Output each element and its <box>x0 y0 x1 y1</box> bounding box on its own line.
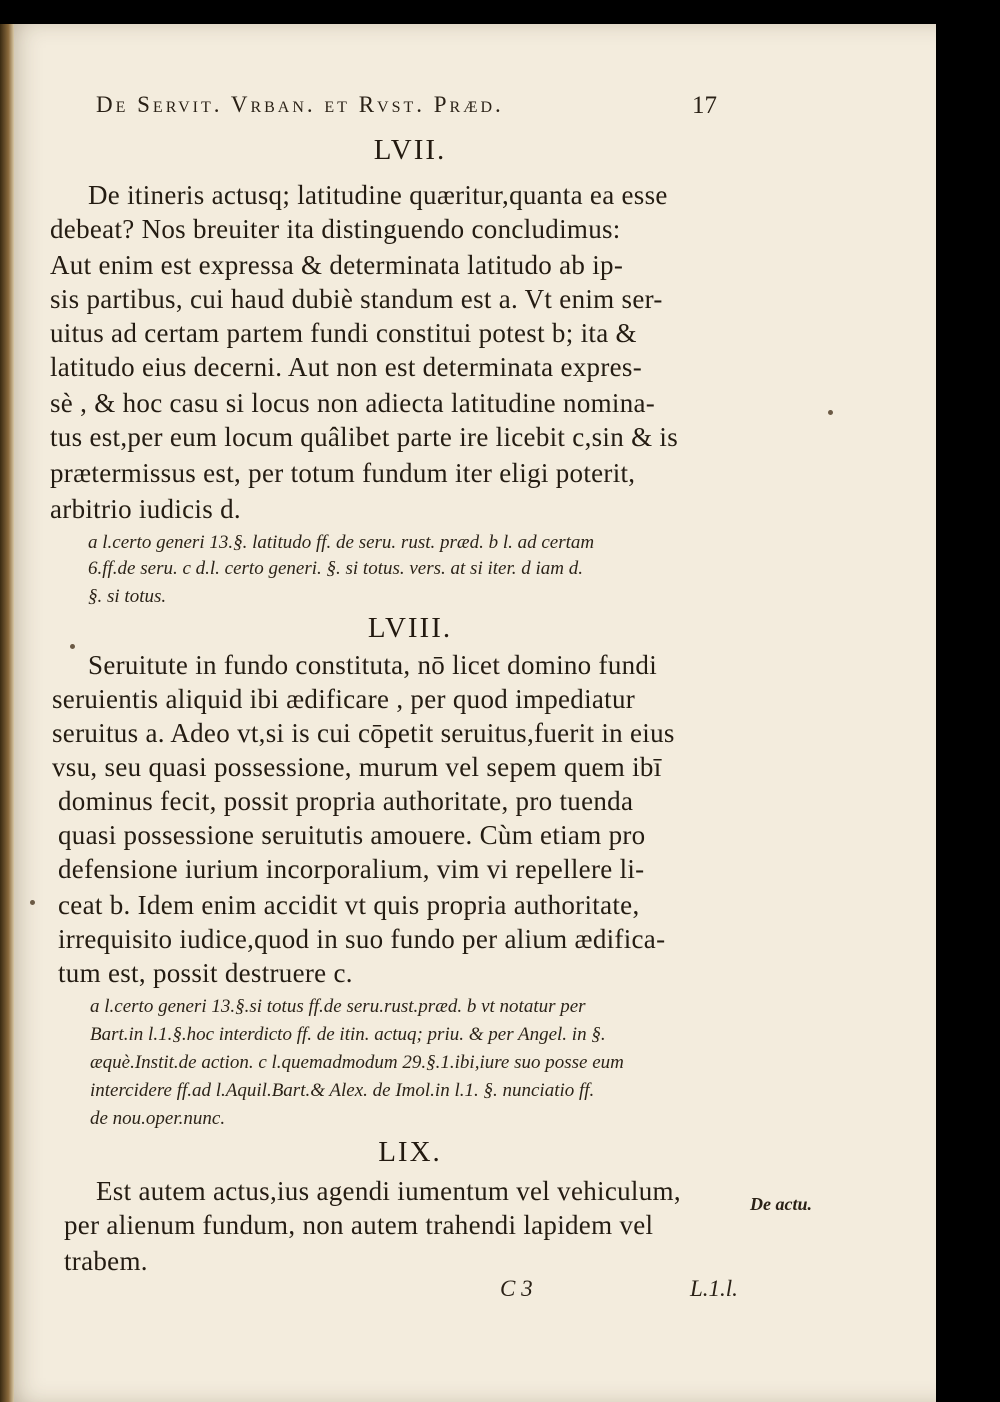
paragraph-line: dominus fecit, possit propria authoritate, pro tuenda <box>58 786 634 816</box>
paragraph-line: Seruitute in fundo constituta, nō licet domino fundi <box>88 650 658 680</box>
paragraph-line: vsu, seu quasi possessione, murum vel sepem quem ibī <box>52 752 662 782</box>
paragraph-line: ceat b. Idem enim accidit vt quis propria authoritate, <box>58 890 640 920</box>
paragraph-line: seruientis aliquid ibi ædificare , per quod impediatur <box>52 684 636 714</box>
footnote-line: a l.certo generi 13.§. latitudo ff. de seru. rust. præd. b l. ad certam <box>88 532 595 553</box>
section-number-58: LVIII. <box>367 612 453 644</box>
running-title: De Servit. Vrban. et Rvst. Præd. <box>96 92 504 117</box>
paragraph-line: defensione iurium incorporalium, vim vi repellere li- <box>58 854 645 884</box>
paragraph-line: irrequisito iudice,quod in suo fundo per alium ædifica- <box>58 924 666 954</box>
paper-speck <box>30 900 35 905</box>
paragraph-line: trabem. <box>64 1246 148 1276</box>
catchword: L.1.l. <box>690 1276 738 1301</box>
paragraph-line: sè , & hoc casu si locus non adiecta latitudine nomina- <box>50 388 656 418</box>
footnote-line: intercidere ff.ad l.Aquil.Bart.& Alex. de Imol.in l.1. §. nunciatio ff. <box>90 1080 595 1101</box>
footnote-line: de nou.oper.nunc. <box>90 1108 226 1129</box>
paragraph-line: sis partibus, cui haud dubiè standum est a. Vt enim ser- <box>50 284 663 314</box>
paragraph-line: tus est,per eum locum quâlibet parte ire licebit c,sin & is <box>50 422 679 452</box>
margin-note: De actu. <box>750 1194 812 1214</box>
footnote-line: §. si totus. <box>88 586 167 607</box>
paragraph-line: Aut enim est expressa & determinata latitudo ab ip- <box>50 250 624 280</box>
paragraph-line: arbitrio iudicis d. <box>50 494 241 524</box>
paragraph-line: prætermissus est, per totum fundum iter eligi poterit, <box>50 458 636 488</box>
paper-speck <box>828 410 833 415</box>
paragraph-line: debeat? Nos breuiter ita distinguendo concludimus: <box>50 214 621 244</box>
paragraph-line: seruitus a. Adeo vt,si is cui cōpetit seruitus,fuerit in eius <box>52 718 675 748</box>
footnote-line: Bart.in l.1.§.hoc interdicto ff. de itin. actuq; priu. & per Angel. in §. <box>90 1024 606 1045</box>
page-number: 17 <box>692 92 717 119</box>
footnote-line: 6.ff.de seru. c d.l. certo generi. §. si totus. vers. at si iter. d iam d. <box>88 558 584 579</box>
paragraph-line: uitus ad certam partem fundi constitui potest b; ita & <box>50 318 637 348</box>
paragraph-line: De itineris actusq; latitudine quæritur,quanta ea esse <box>88 180 668 210</box>
paragraph-line: quasi possessione seruitutis amouere. Cùm etiam pro <box>58 820 646 850</box>
paper-speck <box>70 644 75 649</box>
section-number-57: LVII. <box>373 134 447 166</box>
section-number-59: LIX. <box>378 1136 442 1168</box>
paragraph-line: tum est, possit destruere c. <box>58 958 353 988</box>
paragraph-line: per alienum fundum, non autem trahendi lapidem vel <box>64 1210 654 1240</box>
binding-gutter <box>0 24 14 1402</box>
paragraph-line: latitudo eius decerni. Aut non est determinata expres- <box>50 352 643 382</box>
signature-mark: C 3 <box>500 1276 533 1301</box>
paragraph-line: Est autem actus,ius agendi iumentum vel vehiculum, <box>96 1176 681 1206</box>
footnote-line: æquè.Instit.de action. c l.quemadmodum 29.§.1.ibi,iure suo posse eum <box>90 1052 624 1073</box>
footnote-line: a l.certo generi 13.§.si totus ff.de seru.rust.præd. b vt notatur per <box>90 996 586 1017</box>
